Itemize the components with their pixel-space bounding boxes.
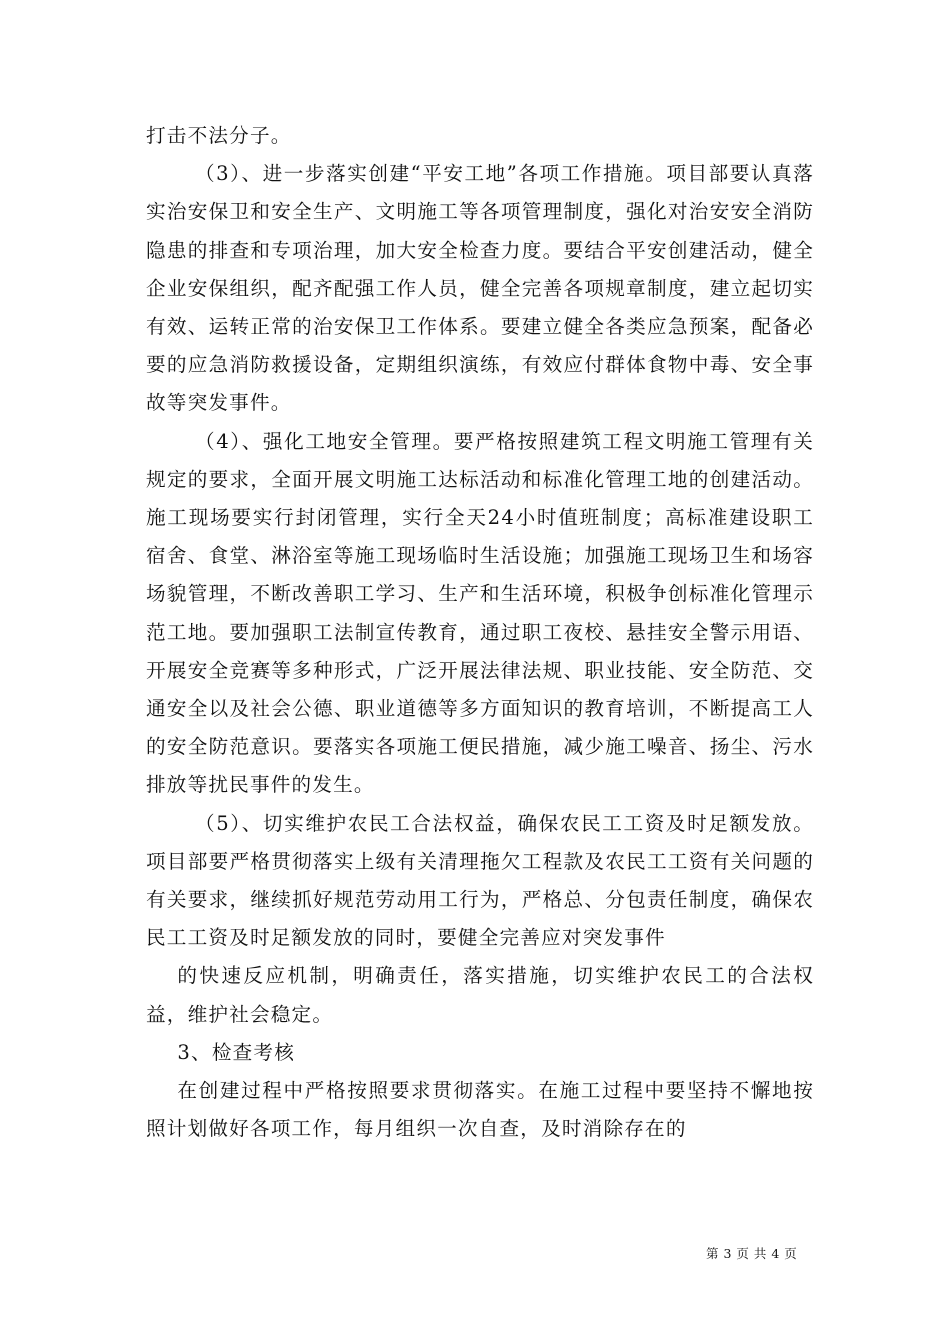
page-number: 第 3 页 共 4 页 bbox=[706, 1246, 798, 1261]
paragraph-inspection: 在创建过程中严格按照要求贯彻落实。在施工过程中要坚持不懈地按照计划做好各项工作，每月组织一次自查，及时消除存在的 bbox=[146, 1079, 814, 1141]
paragraph-item-5-continued: 的快速反应机制，明确责任，落实措施，切实维护农民工的合法权益，维护社会稳定。 bbox=[146, 964, 814, 1026]
paragraph-item-3: （3）、进一步落实创建“平安工地”各项工作措施。项目部要认真落实治安保卫和安全生产、文明施工等各项管理制度，强化对治安安全消防隐患的排查和专项治理，加大安全检查力度。要结合平安创建活动，健全企业安保组织，配齐配强工作人员，健全完善各项规章制度，建立起切实有效、运转正常的治安保卫工作体系。要建立健全各类应急预案，配备必要的应急消防救援设备，定期组织演练，有效应付群体食物中毒、安全事故等突发事件。 bbox=[146, 162, 814, 415]
paragraph-item-4: （4）、强化工地安全管理。要严格按照建筑工程文明施工管理有关规定的要求，全面开展文明施工达标活动和标准化管理工地的创建活动。施工现场要实行封闭管理，实行全天24小时值班制度；高标准建设职工宿舍、食堂、淋浴室等施工现场临时生活设施；加强施工现场卫生和场容场貌管理，不断改善职工学习、生产和生活环境，积极争创标准化管理示范工地。要加强职工法制宣传教育，通过职工夜校、悬挂安全警示用语、开展安全竞赛等多种形式，广泛开展法律法规、职业技能、安全防范、交通安全以及社会公德、职业道德等多方面知识的教育培训，不断提高工人的安全防范意识。要落实各项施工便民措施，减少施工噪音、扬尘、污水排放等扰民事件的发生。 bbox=[146, 429, 814, 797]
paragraph-continuation: 打击不法分子。 bbox=[146, 124, 292, 147]
section-heading-inspection: 3、检查考核 bbox=[177, 1040, 295, 1064]
body-text bbox=[146, 117, 814, 1148]
paragraph-item-5: （5）、切实维护农民工合法权益，确保农民工工资及时足额发放。项目部要严格贯彻落实上级有关清理拖欠工程款及农民工工资有关问题的有关要求，继续抓好规范劳动用工行为，严格总、分包责任制度，确保农民工工资及时足额发放的同时，要健全完善应对突发事件 bbox=[146, 811, 814, 950]
